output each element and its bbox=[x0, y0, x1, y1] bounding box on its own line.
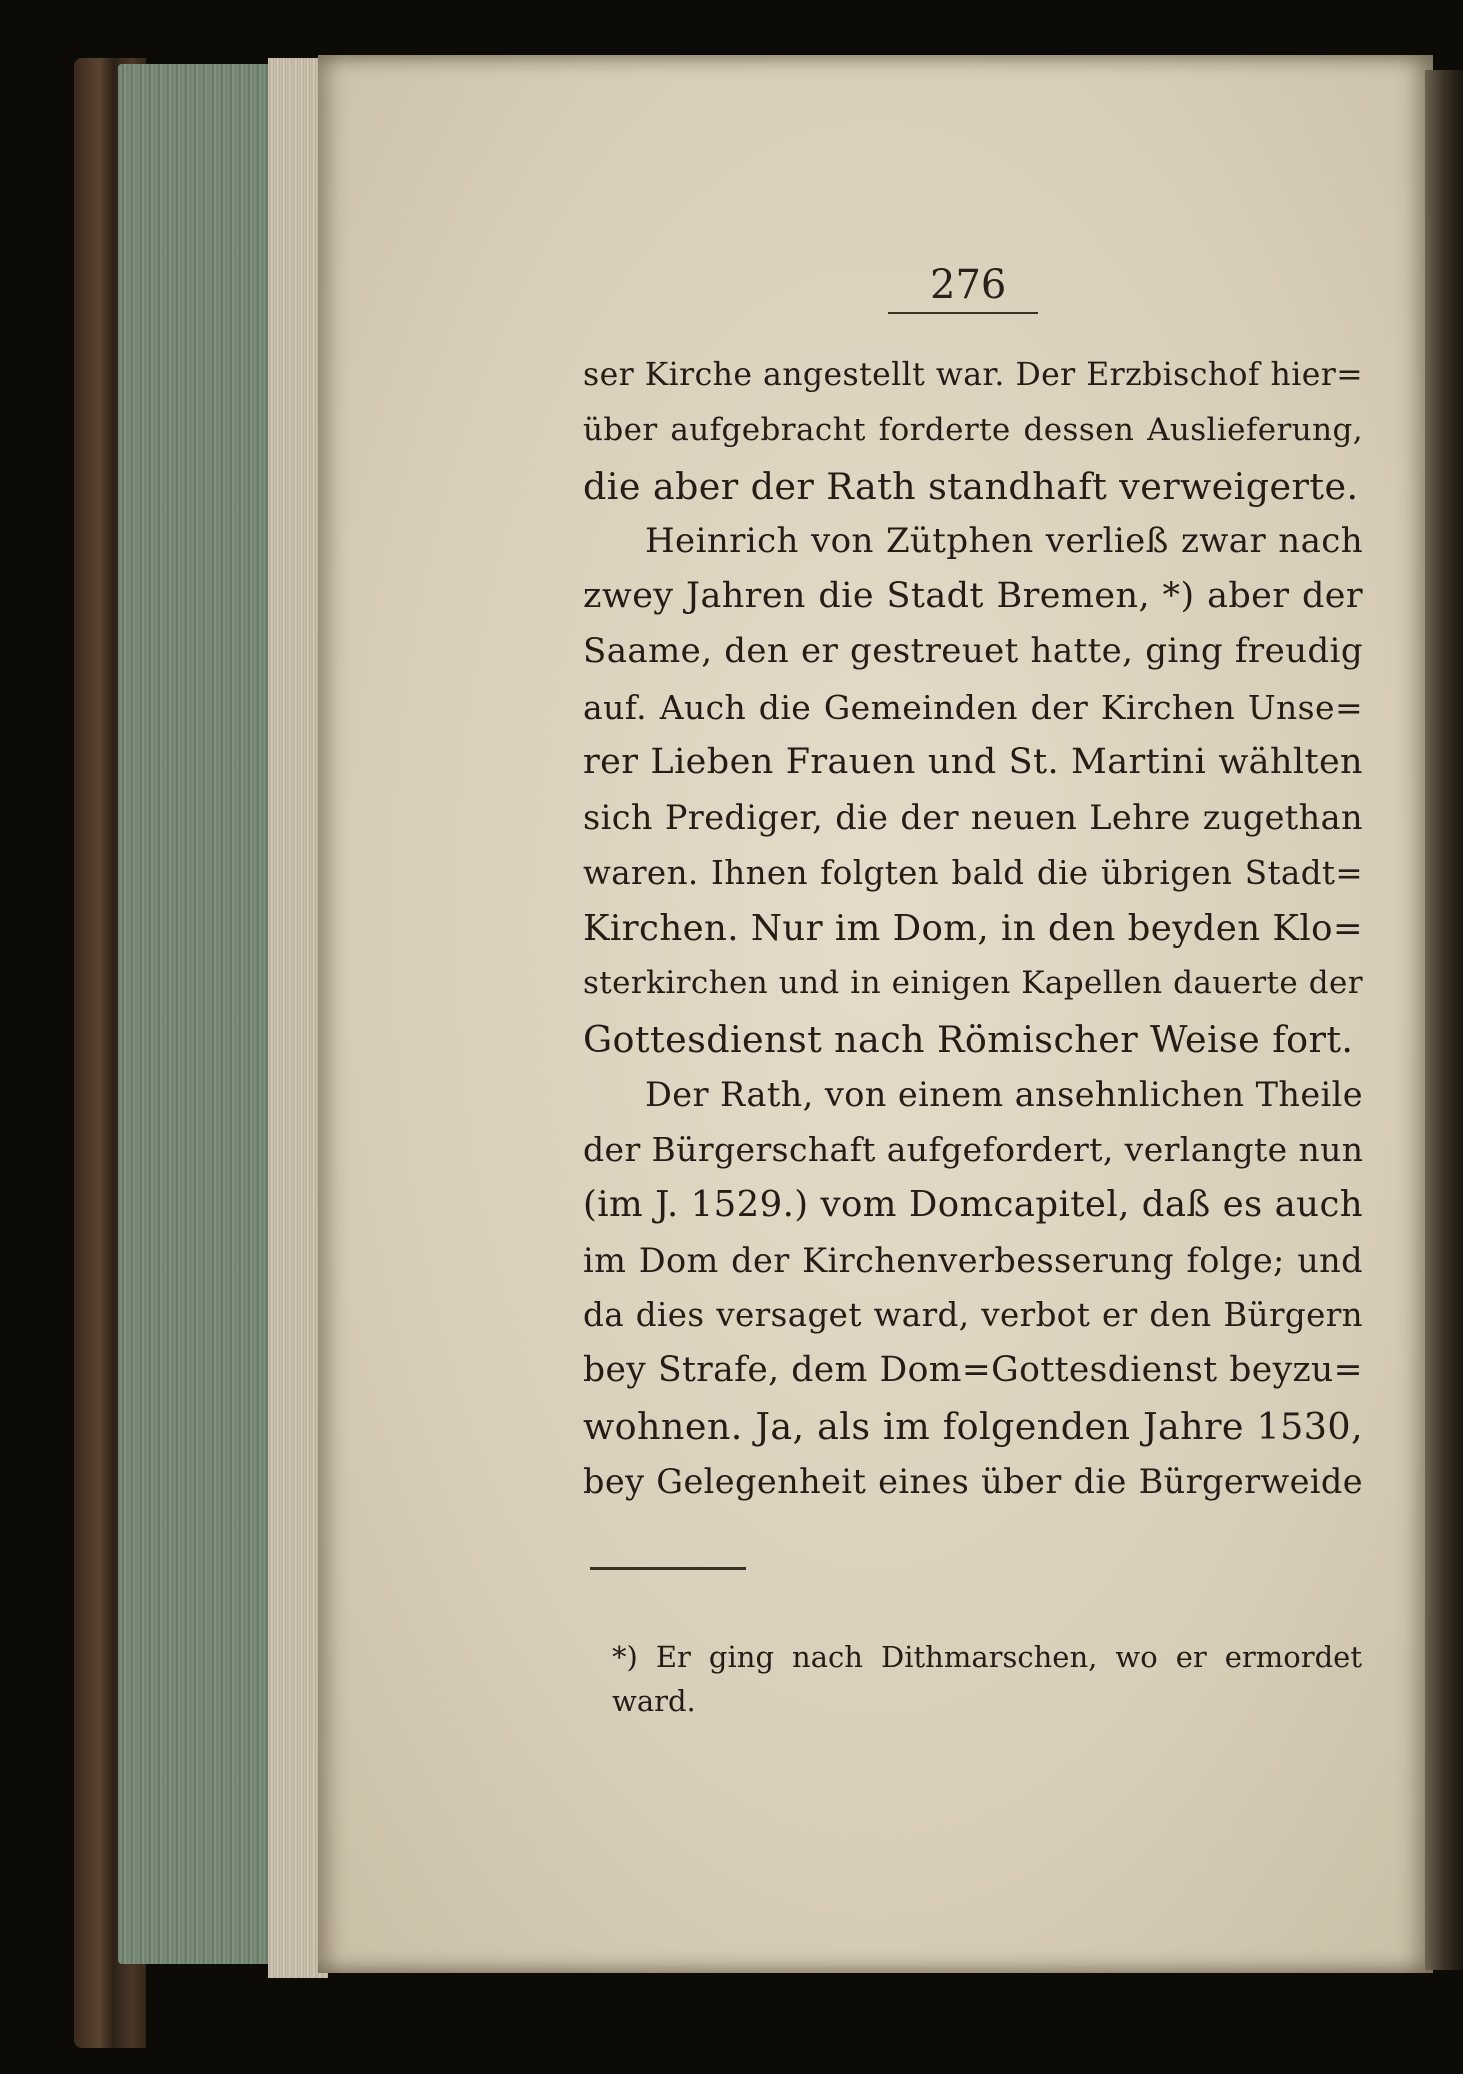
page-number-rule bbox=[888, 312, 1038, 314]
footnote bbox=[612, 1635, 1362, 1723]
footnote-rule bbox=[590, 1567, 746, 1570]
text-line: bey Strafe, dem Dom=Gottesdienst beyzu= bbox=[583, 1350, 1363, 1391]
footnote-line: ward. bbox=[612, 1684, 696, 1718]
text-line: auf. Auch die Gemeinden der Kirchen Unse= bbox=[583, 687, 1363, 727]
text-line: der Bürgerschaft aufgefordert, verlangte nun bbox=[583, 1130, 1364, 1170]
facing-page-gutter bbox=[1425, 70, 1463, 1970]
text-line: wohnen. Ja, als im folgenden Jahre 1530, bbox=[583, 1404, 1363, 1448]
text-line: sich Prediger, die der neuen Lehre zugethan bbox=[583, 798, 1363, 838]
text-line: Saame, den er gestreuet hatte, ging freudig bbox=[583, 631, 1363, 672]
text-line: Heinrich von Zütphen verließ zwar nach bbox=[645, 520, 1363, 561]
text-line: Der Rath, von einem ansehnlichen Theile bbox=[645, 1074, 1363, 1114]
text-line: die aber der Rath standhaft verweigerte. bbox=[583, 464, 1359, 508]
text-line: bey Gelegenheit eines über die Bürgerweide bbox=[583, 1461, 1363, 1501]
body-text bbox=[583, 348, 1363, 1509]
text-line: (im J. 1529.) vom Domcapitel, daß es auch bbox=[583, 1184, 1363, 1226]
footnote-line: *) Er ging nach Dithmarschen, wo er ermordet bbox=[612, 1640, 1362, 1674]
text-line: Gottesdienst nach Römischer Weise fort. bbox=[583, 1017, 1354, 1061]
text-line: waren. Ihnen folgten bald die übrigen Stadt= bbox=[583, 853, 1363, 892]
text-line: da dies versaget ward, verbot er den Bürgern bbox=[583, 1296, 1363, 1335]
text-line: rer Lieben Frauen und St. Martini wählten bbox=[583, 742, 1363, 783]
text-line: ser Kirche angestellt war. Der Erzbischof hier= bbox=[583, 357, 1363, 393]
text-line: über aufgebracht forderte dessen Auslieferung, bbox=[583, 412, 1363, 449]
text-line: Kirchen. Nur im Dom, in den beyden Klo= bbox=[583, 907, 1363, 949]
text-line: sterkirchen und in einigen Kapellen dauerte der bbox=[583, 965, 1363, 1002]
text-line: zwey Jahren die Stadt Bremen, *) aber der bbox=[583, 576, 1363, 617]
text-line: im Dom der Kirchenverbesserung folge; und bbox=[583, 1240, 1363, 1280]
page-number: 276 bbox=[930, 262, 1007, 308]
